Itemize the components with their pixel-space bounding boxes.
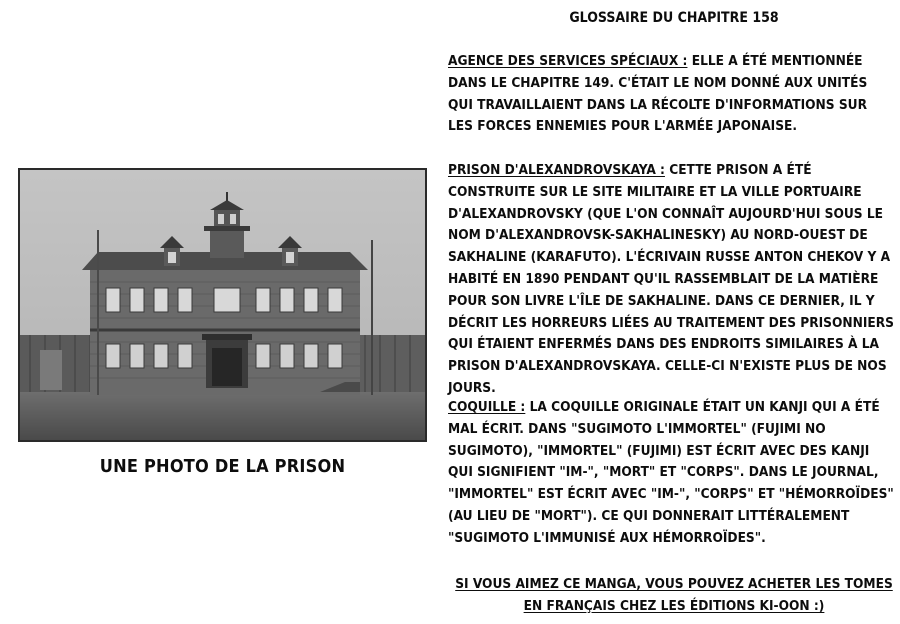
glossary-entry (448, 397, 896, 550)
glossary-title: GLOSSAIRE DU CHAPITRE 158 (569, 10, 779, 26)
glossary-term: COQUILLE : (448, 399, 526, 415)
glossary-term: PRISON D'ALEXANDROVSKAYA : (448, 162, 665, 178)
glossary-definition: LA COQUILLE ORIGINALE ÉTAIT UN KANJI QUI A ÉTÉ MAL ÉCRIT. DANS "SUGIMOTO L'IMMORTEL" (FUJIMI NO SUGIMOTO), "IMMORTEL" (FUJIMI) EST ÉCRIT AVEC DES KANJI QUI SIGNIFIENT "IM-", "MORT" ET "CORPS". DANS LE JOURNAL, "IMMORTEL" EST ÉCRIT AVEC "IM-", "CORPS" ET "HÉMORROÏDES" (AU LIEU DE "MORT"). CE QUI DONNERAIT LITTÉRALEMENT "SUGIMOTO L'IMMUNISÉ AUX HÉMORROÏDES". (448, 399, 894, 546)
footer-note: SI VOUS AIMEZ CE MANGA, VOUS POUVEZ ACHETER LES TOMES EN FRANÇAIS CHEZ LES ÉDITIONS KI-OON :) (455, 576, 893, 614)
glossary-definition: CETTE PRISON A ÉTÉ CONSTRUITE SUR LE SITE MILITAIRE ET LA VILLE PORTUAIRE D'ALEXANDROVSKY (QUE L'ON CONNAÎT AUJOURD'HUI SOUS LE NOM D'ALEXANDROVSK-SAKHALINESKY) AU NORD-OUEST DE SAKHALINE (KARAFUTO). L'ÉCRIVAIN RUSSE ANTON CHEKOV Y A HABITÉ EN 1890 PENDANT QU'IL RASSEMBLAIT DE LA MATIÈRE POUR SON LIVRE L'ÎLE DE SAKHALINE. DANS CE DERNIER, IL Y DÉCRIT LES HORREURS LIÉES AU TRAITEMENT DES PRISONNIERS QUI ÉTAIENT ENFERMÉS DANS DES ENDROITS SIMILAIRES À LA PRISON D'ALEXANDROVSKAYA. CELLE-CI N'EXISTE PLUS DE NOS JOURS. (448, 162, 894, 396)
glossary-entry (448, 51, 896, 138)
prison-building-illustration (20, 170, 425, 440)
glossary-definition: ELLE A ÉTÉ MENTIONNÉE DANS LE CHAPITRE 149. C'ÉTAIT LE NOM DONNÉ AUX UNITÉS QUI TRAVAILLAIENT DANS LA RÉCOLTE D'INFORMATIONS SUR LES FORCES ENNEMIES POUR L'ARMÉE JAPONAISE. (448, 53, 868, 135)
glossary-term: AGENCE DES SERVICES SPÉCIAUX : (448, 53, 688, 69)
prison-photo (18, 168, 427, 442)
glossary-entry (448, 160, 896, 400)
photo-caption: UNE PHOTO DE LA PRISON (99, 456, 346, 477)
